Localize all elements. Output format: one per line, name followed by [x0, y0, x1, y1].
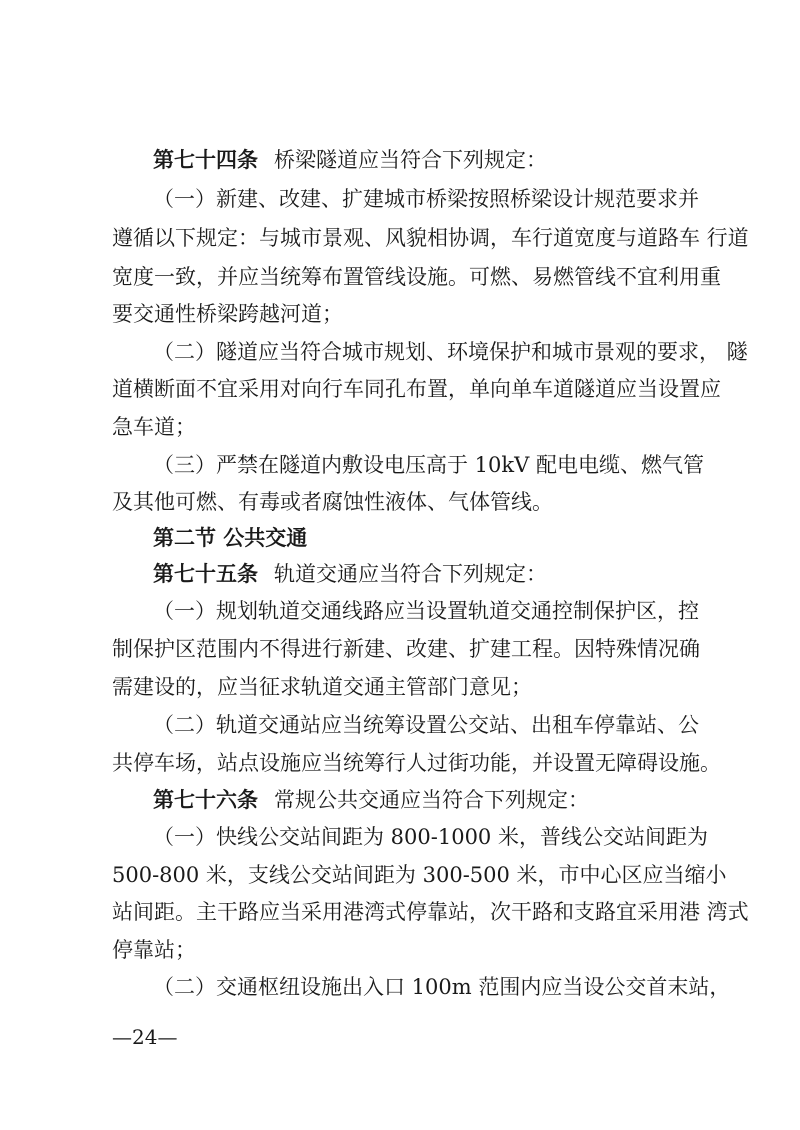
- paragraph-line: （二）交通枢纽设施出入口 100m 范围内应当设公交首末站，: [153, 975, 731, 999]
- paragraph-line: 道横断面不宜采用对向行车同孔布置，单向单车道隧道应当设置应: [112, 377, 721, 401]
- paragraph-line: 要交通性桥梁跨越河道；: [112, 302, 343, 326]
- paragraph-line: （三）严禁在隧道内敷设电压高于 10kV 配电电缆、燃气管: [153, 453, 704, 477]
- paragraph-line: 需建设的，应当征求轨道交通主管部门意见；: [112, 675, 532, 699]
- paragraph-line: 急车道；: [112, 415, 196, 439]
- paragraph-line: 及其他可燃、有毒或者腐蚀性液体、气体管线。: [112, 490, 553, 514]
- article-76-title: 常规公共交通应当符合下列规定：: [274, 788, 589, 812]
- paragraph-line: 制保护区范围内不得进行新建、改建、扩建工程。因特殊情况确: [112, 637, 700, 661]
- article-75-title: 轨道交通应当符合下列规定：: [274, 562, 547, 586]
- page-number: —24—: [112, 1025, 178, 1049]
- paragraph-line: 共停车场，站点设施应当统筹行人过街功能，并设置无障碍设施。: [112, 751, 721, 775]
- article-76-heading: [153, 783, 753, 817]
- paragraph-line: 停靠站；: [112, 938, 196, 962]
- paragraph-line: 遵循以下规定：与城市景观、风貌相协调，车行道宽度与道路车 行道: [112, 226, 749, 250]
- article-76-label: 第七十六条: [153, 788, 258, 812]
- article-75-label: 第七十五条: [153, 562, 258, 586]
- paragraph-line: 站间距。主干路应当采用港湾式停靠站，次干路和支路宜采用港 湾式: [112, 900, 749, 924]
- paragraph-line: （二）轨道交通站应当统筹设置公交站、出租车停靠站、公: [153, 713, 699, 737]
- paragraph-line: （一）快线公交站间距为 800-1000 米，普线公交站间距为: [153, 825, 708, 849]
- article-74-title: 桥梁隧道应当符合下列规定：: [274, 148, 547, 172]
- paragraph-line: （一）新建、改建、扩建城市桥梁按照桥梁设计规范要求并: [153, 187, 699, 211]
- article-74-label: 第七十四条: [153, 148, 258, 172]
- paragraph-line: 宽度一致，并应当统筹布置管线设施。可燃、易燃管线不宜利用重: [112, 265, 721, 289]
- article-75-heading: [153, 557, 753, 591]
- section-heading: 第二节 公共交通: [153, 526, 308, 550]
- paragraph-line: 500-800 米，支线公交站间距为 300-500 米，市中心区应当缩小: [112, 863, 727, 887]
- article-74-heading: [153, 143, 753, 177]
- paragraph-line: （二）隧道应当符合城市规划、环境保护和城市景观的要求， 隧: [153, 340, 748, 364]
- paragraph-line: （一）规划轨道交通线路应当设置轨道交通控制保护区，控: [153, 599, 699, 623]
